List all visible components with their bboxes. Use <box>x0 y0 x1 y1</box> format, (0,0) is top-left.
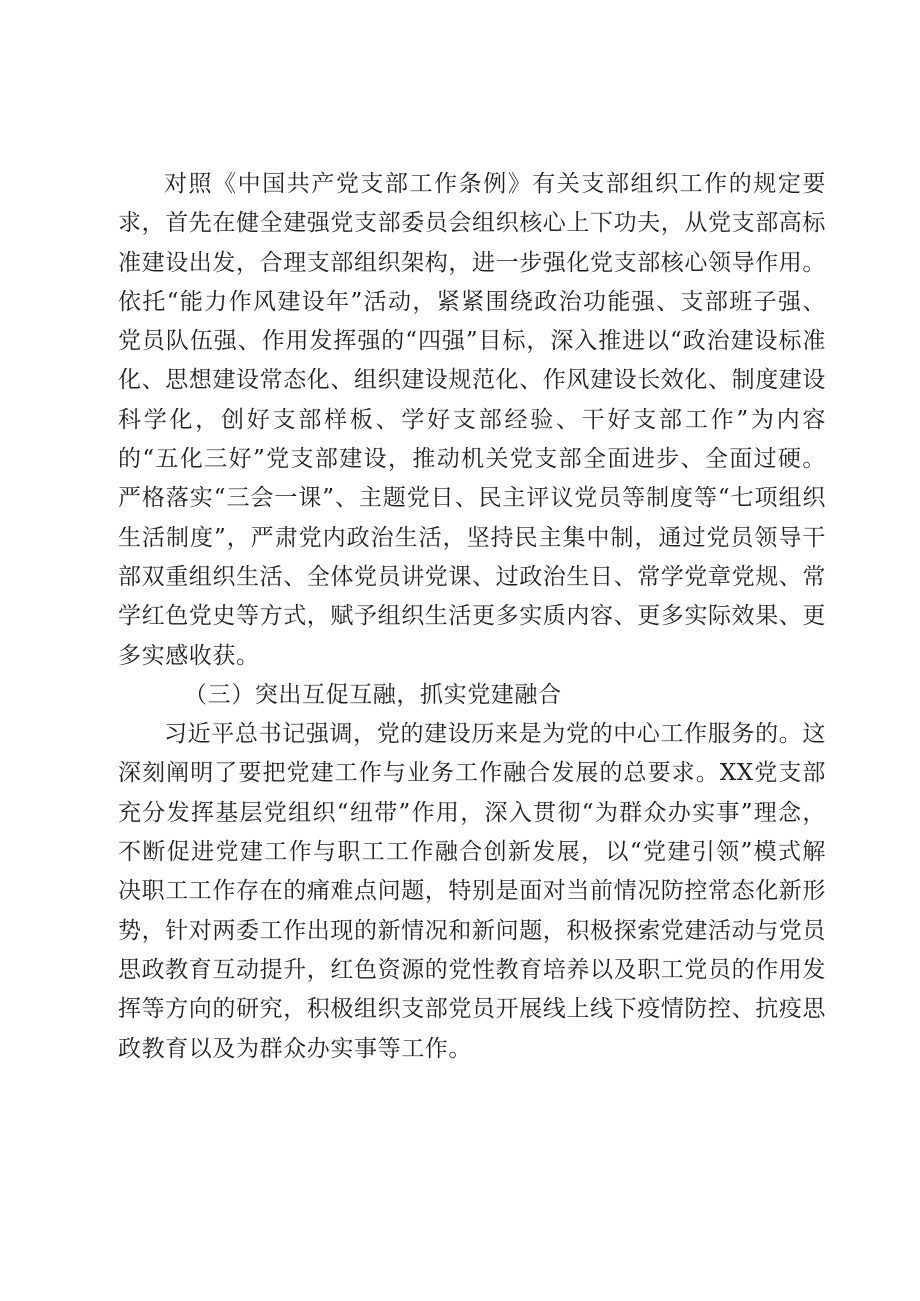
document-body <box>118 165 826 1069</box>
paragraph-party-integration: 习近平总书记强调，党的建设历来是为党的中心工作服务的。这深刻阐明了要把党建工作与业务工作融合发展的总要求。XX党支部充分发挥基层党组织“纽带”作用，深入贯彻“为群众办实事”理念，不断促进党建工作与职工工作融合创新发展，以“党建引领”模式解决职工工作存在的痛难点问题，特别是面对当前情况防控常态化新形势，针对两委工作出现的新情况和新问题，积极探索党建活动与党员思政教育互动提升，红色资源的党性教育培养以及职工党员的作用发挥等方向的研究，积极组织支部党员开展线上线下疫情防控、抗疫思政教育以及为群众办实事等工作。 <box>118 721 826 1062</box>
paragraph-organization-work: 对照《中国共产党支部工作条例》有关支部组织工作的规定要求，首先在健全建强党支部委员会组织核心上下功夫，从党支部高标准建设出发，合理支部组织架构，进一步强化党支部核心领导作用。依托“能力作风建设年”活动，紧紧围绕政治功能强、支部班子强、党员队伍强、作用发挥强的“四强”目标，深入推进以“政治建设标准化、思想建设常态化、组织建设规范化、作风建设长效化、制度建设科学化，创好支部样板、学好支部经验、干好支部工作”为内容的“五化三好”党支部建设，推动机关党支部全面进步、全面过硬。严格落实“三会一课”、主题党日、民主评议党员等制度等“七项组织生活制度”，严肃党内政治生活，坚持民主集中制，通过党员领导干部双重组织生活、全体党员讲党课、过政治生日、常学党章党规、常学红色党史等方式，赋予组织生活更多实质内容、更多实际效果、更多实感收获。 <box>118 171 826 669</box>
section-heading-integration: （三）突出互促互融，抓实党建融合 <box>184 681 562 708</box>
